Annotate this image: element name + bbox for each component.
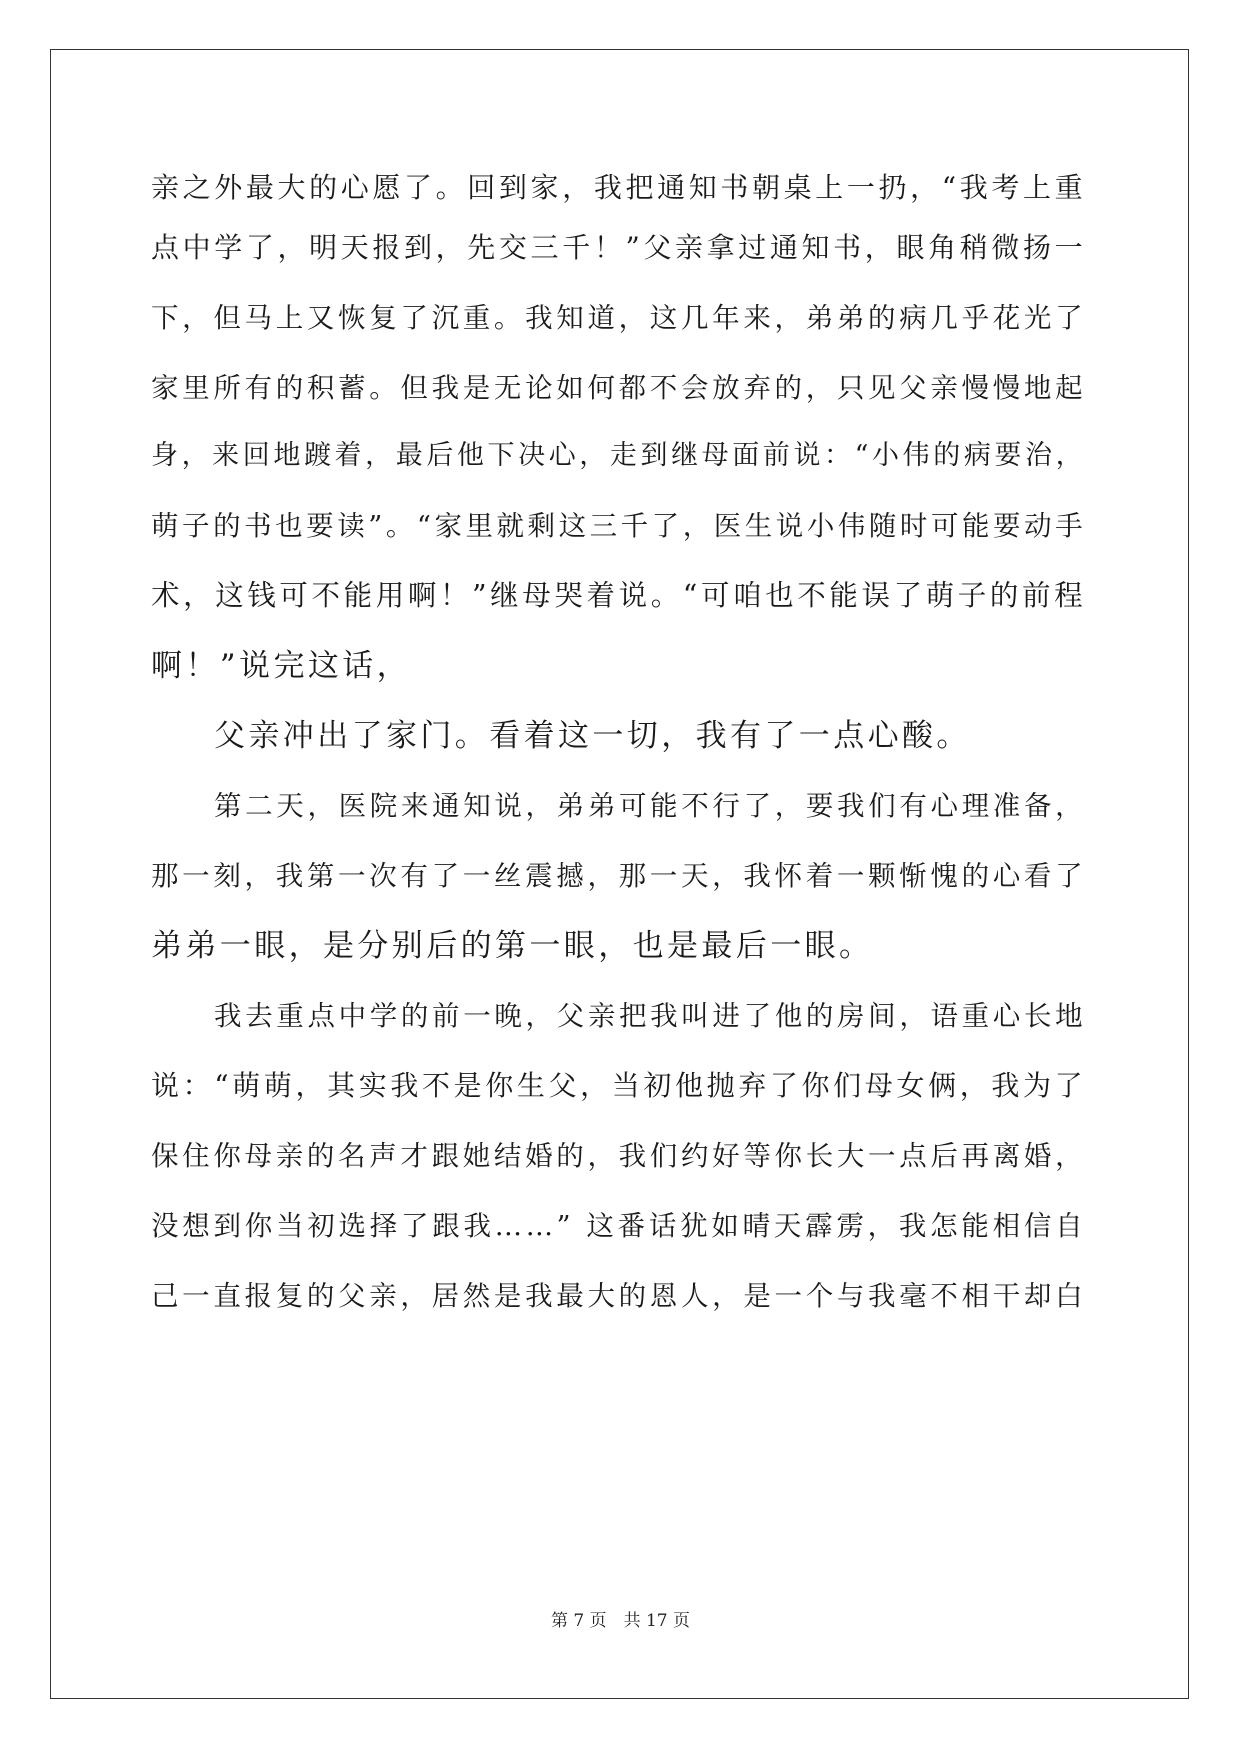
text-line-14: 说：“萌萌，其实我不是你生父，当初他抛弃了你们母女俩，我为了	[151, 1069, 1086, 1102]
text-line-3: 下，但马上又恢复了沉重。我知道，这几年来，弟弟的病几乎花光了	[151, 302, 1086, 334]
paragraph-start-line: 第二天，医院来通知说，弟弟可能不行了，要我们有心理准备，	[214, 790, 1086, 822]
text-line-2: 点中学了，明天报到，先交三千！”父亲拿过通知书，眼角稍微扬一	[151, 231, 1086, 264]
paragraph-start-line: 我去重点中学的前一晚，父亲把我叫进了他的房间，语重心长地	[214, 1000, 1086, 1032]
text-line-11: 那一刻，我第一次有了一丝震撼，那一天，我怀着一颗惭愧的心看了	[151, 860, 1086, 892]
text-line-8: 啊！”说完这话，	[151, 648, 412, 684]
text-line-12: 弟弟一眼，是分别后的第一眼，也是最后一眼。	[151, 928, 874, 964]
page-number-footer: 第 7 页 共 17 页	[550, 1611, 691, 1631]
text-line-17: 己一直报复的父亲，居然是我最大的恩人，是一个与我毫不相干却白	[151, 1280, 1086, 1312]
text-line-4: 家里所有的积蓄。但我是无论如何都不会放弃的，只见父亲慢慢地起	[151, 372, 1086, 404]
text-line-7: 术，这钱可不能用啊！”继母哭着说。“可咱也不能误了萌子的前程	[151, 579, 1086, 612]
text-line-5: 身，来回地踱着，最后他下决心，走到继母面前说：“小伟的病要治，	[151, 440, 1086, 471]
text-line-16: 没想到你当初选择了跟我……” 这番话犹如晴天霹雳，我怎能相信自	[151, 1210, 1086, 1242]
text-line-1: 亲之外最大的心愿了。回到家，我把通知书朝桌上一扔，“我考上重	[151, 171, 1086, 204]
text-line-6: 萌子的书也要读”。“家里就剩这三千了，医生说小伟随时可能要动手	[151, 510, 1086, 542]
text-line-15: 保住你母亲的名声才跟她结婚的，我们约好等你长大一点后再离婚，	[151, 1140, 1086, 1172]
paragraph-start-line: 父亲冲出了家门。看着这一切，我有了一点心酸。	[214, 718, 971, 754]
